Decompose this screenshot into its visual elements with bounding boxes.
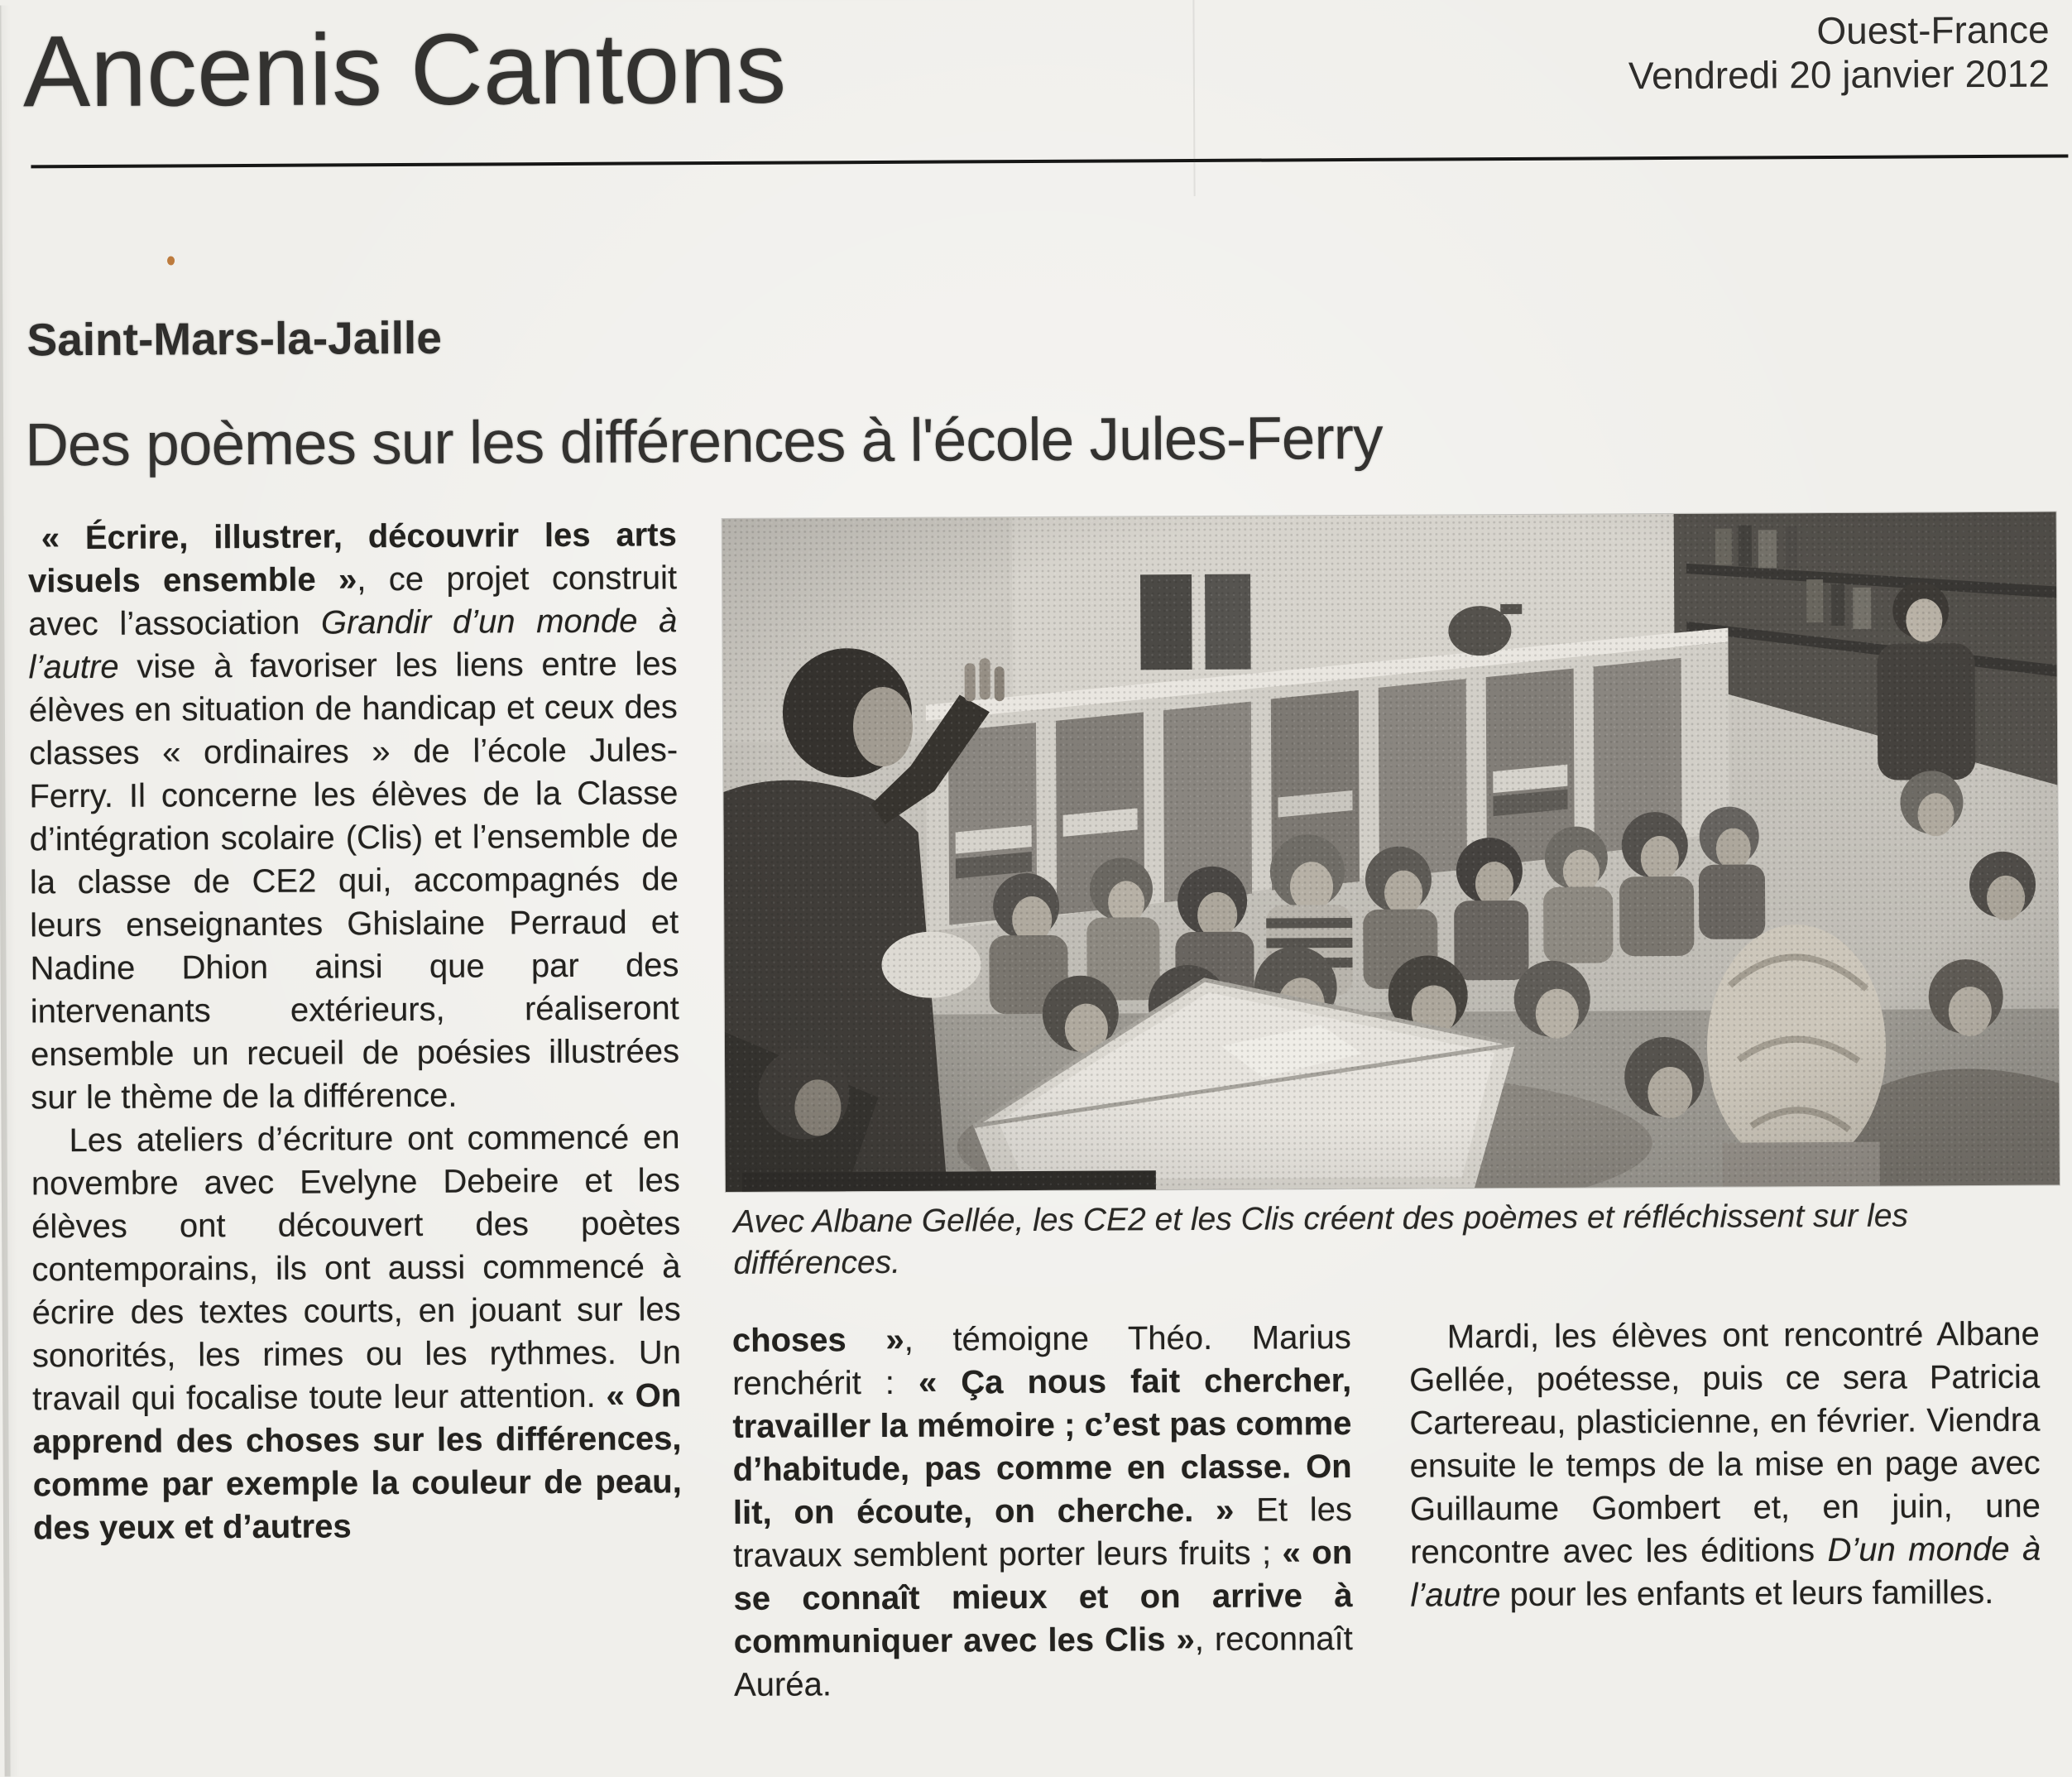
masthead-block [1628, 8, 2050, 98]
classroom-photo [722, 512, 2060, 1192]
photo-caption: Avec Albane Gellée, les CE2 et les Clis créent des poèmes et réfléchissent sur les différences. [733, 1198, 1909, 1281]
masthead-name: Ouest-France [1816, 7, 2050, 53]
issue-date: Vendredi 20 janvier 2012 [1628, 51, 2050, 98]
header-rule [31, 154, 2068, 168]
locality-heading: Saint-Mars-la-Jaille [26, 311, 442, 366]
paragraph: Mardi, les élèves ont rencontré Albane Gellée, poétesse, puis ce sera Patricia Cartereau, plasticienne, en février. Viendra ensuite le temps de la mise en page avec Guillaume Gombert et, en juin, une rencontre avec les éditions D’un monde à l’autre pour les enfants et leurs familles. [1409, 1315, 2041, 1614]
paragraph: choses », témoigne Théo. Marius renchérit : « Ça nous fait chercher, travailler la mémoire ; c’est pas comme d’habitude, pas comme en classe. On lit, on écoute, on cherche. » Et les travaux semblent porter leurs fruits ; « on se connaît mieux et on arrive à communiquer avec les Clis », reconnaît Auréa. [731, 1319, 1353, 1703]
paragraph: « Écrire, illustrer, découvrir les arts visuels ensemble », ce projet construit avec l’association Grandir d’un monde à l’autre vise à favoriser les liens entre les élèves en situation de handicap et ceux des classes « ordinaires » de l’école Jules-Ferry. Il concerne les élèves de la Classe d’intégration scolaire (Clis) et l’ensemble de la classe de CE2 qui, accompagnés de leurs enseignantes Ghislaine Perraud et Nadine Dhion ainsi que par des intervenants extérieurs, réaliseront ensemble un recueil de poésies illustrées sur le thème de la différence. [27, 516, 680, 1117]
fold-crease [1192, 0, 1195, 196]
scan-edge-shadow [0, 6, 11, 1777]
article-column-middle [732, 1316, 1353, 1707]
article-headline: Des poèmes sur les différences à l'école Jules-Ferry [24, 404, 1383, 479]
article-column-left [28, 513, 683, 1549]
paragraph: Les ateliers d’écriture ont commencé en novembre avec Evelyne Debeire et les élèves ont découvert des poètes contemporains, ils ont aussi commencé à écrire des textes courts, en jouant sur les sonorités, les rimes ou les rythmes. Un travail qui focalise toute leur attention. « On apprend des choses sur les différences, comme par exemple la couleur de peau, des yeux et d’autres [31, 1119, 682, 1547]
article-column-right [1409, 1313, 2041, 1617]
ink-speck [167, 256, 175, 265]
photo-grain [722, 512, 2060, 1192]
section-title: Ancenis Cantons [22, 11, 787, 128]
article-photo [722, 512, 2060, 1192]
